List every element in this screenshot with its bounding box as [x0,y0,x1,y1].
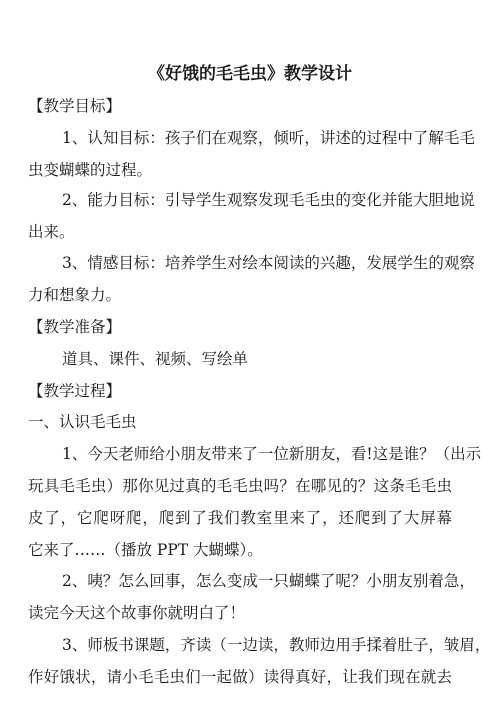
step-1-line-3: 皮了，它爬呀爬，爬到了我们教室里来了，还爬到了大屏幕 [28,509,452,527]
section-heading-preparation: 【教学准备】 [28,318,122,336]
goal-2-line-2: 出来。 [28,223,75,241]
part-1-heading: 一、认识毛毛虫 [28,413,137,431]
section-heading-process: 【教学过程】 [28,382,122,400]
goal-2-line-1: 2、能力目标：引导学生观察发现毛毛虫的变化并能大胆地说 [62,191,475,209]
goal-3-line-2: 力和想象力。 [28,286,122,304]
step-3-line-2: 作好饿状，请小毛毛虫们一起做）读得真好，让我们现在就去 [28,668,452,686]
section-heading-goals: 【教学目标】 [28,97,122,115]
step-2-line-1: 2、咦？怎么回事，怎么变成一只蝴蝶了呢？小朋友别着急， [62,572,475,590]
goal-3-line-1: 3、情感目标：培养学生对绘本阅读的兴趣，发展学生的观察 [62,254,475,272]
document-title: 《好饿的毛毛虫》教学设计 [148,64,352,84]
preparation-items: 道具、课件、视频、写绘单 [62,350,249,368]
step-1-line-2: 玩具毛毛虫）那你见过真的毛毛虫吗？在哪见的？这条毛毛虫 [28,477,452,495]
goal-1-line-1: 1、认知目标：孩子们在观察，倾听，讲述的过程中了解毛毛 [62,129,475,147]
step-2-line-2: 读完今天这个故事你就明白了！ [28,604,246,622]
step-1-line-4: 它来了……（播放 PPT 大蝴蝶）。 [28,541,263,559]
step-3-line-1: 3、师板书课题，齐读（一边读，教师边用手揉着肚子，皱眉， [62,636,491,654]
goal-1-line-2: 虫变蝴蝶的过程。 [28,161,153,179]
step-1-line-1: 1、今天老师给小朋友带来了一位新朋友，看!这是谁？（出示 [62,445,482,463]
